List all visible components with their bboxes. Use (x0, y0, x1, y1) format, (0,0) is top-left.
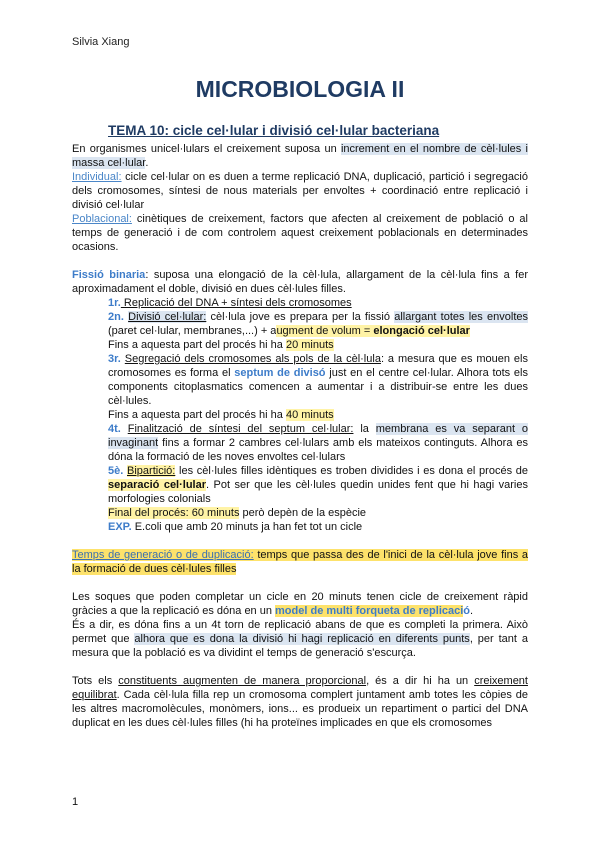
step-3-time (72, 408, 528, 422)
step-5-number: 5è. (108, 465, 124, 477)
step-3-time-text: Fins a aquesta part del procés hi ha (108, 409, 286, 421)
step-1-text: Replicació del DNA + síntesi dels cromosomes (120, 297, 352, 309)
step-4-text-a: la (353, 423, 376, 435)
step-1 (72, 296, 528, 310)
intro-end: . (145, 157, 149, 169)
example-text: E.coli que amb 20 minuts ja han fet tot un cicle (131, 521, 363, 533)
soques-text-e: , per tant a mesura que la població es va dividint el temps de generació s'escurça. (72, 633, 528, 659)
poblacional-paragraph (72, 212, 528, 254)
step-3-text-a: : a mesura que es mouen els cromosomes es forma el (108, 353, 528, 379)
page-number: 1 (72, 796, 79, 808)
step-2 (72, 310, 528, 338)
step-5-label: Bipartició: (127, 465, 176, 477)
final-highlight: Final del procés: 60 minuts (108, 507, 240, 519)
soques-highlight: alhora que es dona la divisió hi hagi replicació en diferents punts (134, 633, 470, 645)
soques-model-end: ó (463, 605, 471, 617)
step-2-time (72, 338, 528, 352)
poblacional-label: Poblacional: (72, 213, 132, 225)
tots-underline-1: constituents augmenten de manera proporcional (118, 675, 367, 687)
intro-highlight: increment en el nombre de cèl·lules i massa cel·lular (72, 143, 528, 169)
soques-period: . (470, 605, 474, 617)
tots-text-c: . Cada cèl·lula filla rep un cromosoma complert juntament amb totes les còpies de les altres macromolècules, monòmers, ions... es produeix un repartiment o partici del DNA duplicat en les dues cèl·lules filles (hi ha proteïnes implicades en que els cromosomes (72, 689, 528, 729)
step-5-text-a: les cèl·lules filles idèntiques es troben dividides i es dona el procés de (175, 465, 529, 477)
example-label: EXP. (108, 521, 132, 533)
temps-text: temps que passa des de l'inici de la cèl·lula jove fins a la formació de dues cèl·lules filles (72, 549, 528, 575)
final-text: però depèn de la espècie (239, 507, 367, 519)
document-body (72, 142, 528, 730)
tots-text-a: Tots els (72, 675, 119, 687)
fissio-label: Fissió binaria (72, 269, 146, 281)
step-2-number: 2n. (108, 311, 124, 323)
step-3 (72, 352, 528, 408)
step-3-time-highlight: 40 minuts (285, 409, 334, 421)
tots-text-b: , és a dir hi ha un (366, 675, 475, 687)
tots-underline-2: creixement equilibrat (72, 675, 528, 701)
individual-label: Individual: (72, 171, 122, 183)
step-3-text-b: just en el centre cel·lular. Alhora tots els components citoplasmatics comencen a aumentar i a distribuir-se entre les dues cèl·lules. (108, 367, 528, 407)
step-3-septum: septum de divisó (234, 367, 326, 379)
step-5-bold: separació cel·lular (108, 479, 207, 491)
document-title: MICROBIOLOGIA II (195, 76, 405, 102)
intro-paragraph (72, 142, 528, 170)
step-2-time-text: Fins a aquesta part del procés hi ha (108, 339, 286, 351)
step-2-bold: elongació cel·lular (373, 325, 470, 337)
author-header: Silvia Xiang (72, 36, 130, 48)
individual-paragraph (72, 170, 528, 212)
final-process (72, 506, 528, 520)
step-2-highlight-volume: ugment de volum = (276, 325, 374, 337)
temps-label: Temps de generació o de duplicació: (72, 549, 254, 561)
step-3-number: 3r. (108, 353, 121, 365)
soques-paragraph (72, 590, 528, 618)
step-2-label: Divisió cel·lular: (128, 311, 207, 323)
step-3-label: Segregació dels cromosomes als pols de la cèl·lula (124, 353, 381, 365)
step-1-number: 1r. (108, 297, 121, 309)
step-2-text-b: (paret cel·lular, membranes,...) + a (108, 325, 277, 337)
tots-paragraph (72, 674, 528, 730)
step-4-number: 4t. (108, 423, 121, 435)
example (72, 520, 528, 534)
step-5 (72, 464, 528, 506)
soques-text-d: És a dir, es dóna fins a un 4t torn de replicació abans de que es completi la primera. Això permet que (72, 619, 528, 645)
step-2-highlight: allargant totes les envoltes (394, 311, 528, 323)
step-4-label: Finalització de síntesi del septum cel·lular: (127, 423, 354, 435)
soques-text-a: Les soques que poden completar un cicle en 20 minuts tenen cicle de creixement ràpid gràcies a que la replicació es dóna en un (72, 591, 528, 617)
poblacional-text: cinètiques de creixement, factors que afecten al creixement de població o al temps de generació i de com controlem aquest creixement poblacionals en determinades ocasions. (72, 213, 528, 253)
step-4 (72, 422, 528, 464)
intro-text: En organismes unicel·lulars el creixement suposa un (72, 143, 341, 155)
step-4-highlight: membrana es va separant o invaginant (108, 423, 528, 449)
fissio-paragraph (72, 268, 528, 296)
step-5-text-b: . Pot ser que les cèl·lules quedin unides fent que hi hagi varies morfologies colonials (108, 479, 528, 505)
document-subtitle: TEMA 10: cicle cel·lular i divisió cel·lular bacteriana (108, 123, 440, 138)
individual-text: cicle cel·lular on es duen a terme replicació DNA, duplicació, partició i segregació dels cromosomes, síntesi de nous materials per envoltes + coordinació entre replicació i divisió cel·lular (72, 171, 528, 211)
step-2-time-highlight: 20 minuts (285, 339, 334, 351)
fissio-text: : suposa una elongació de la cèl·lula, allargament de la cèl·lula fins a fer aproximadament el doble, divisió en dues cèl·lules filles. (72, 269, 528, 295)
soques-model: model de multi forqueta de replicaci (275, 605, 464, 617)
step-4-text-b: fins a formar 2 cambres cel·lulars amb els mateixos continguts. Alhora es dóna la formació de les noves envoltes cel·lulars (108, 437, 528, 463)
step-2-text-a: cèl·lula jove es prepara per la fissió (206, 311, 395, 323)
temps-paragraph (72, 548, 528, 576)
soques-paragraph-2 (72, 618, 528, 660)
